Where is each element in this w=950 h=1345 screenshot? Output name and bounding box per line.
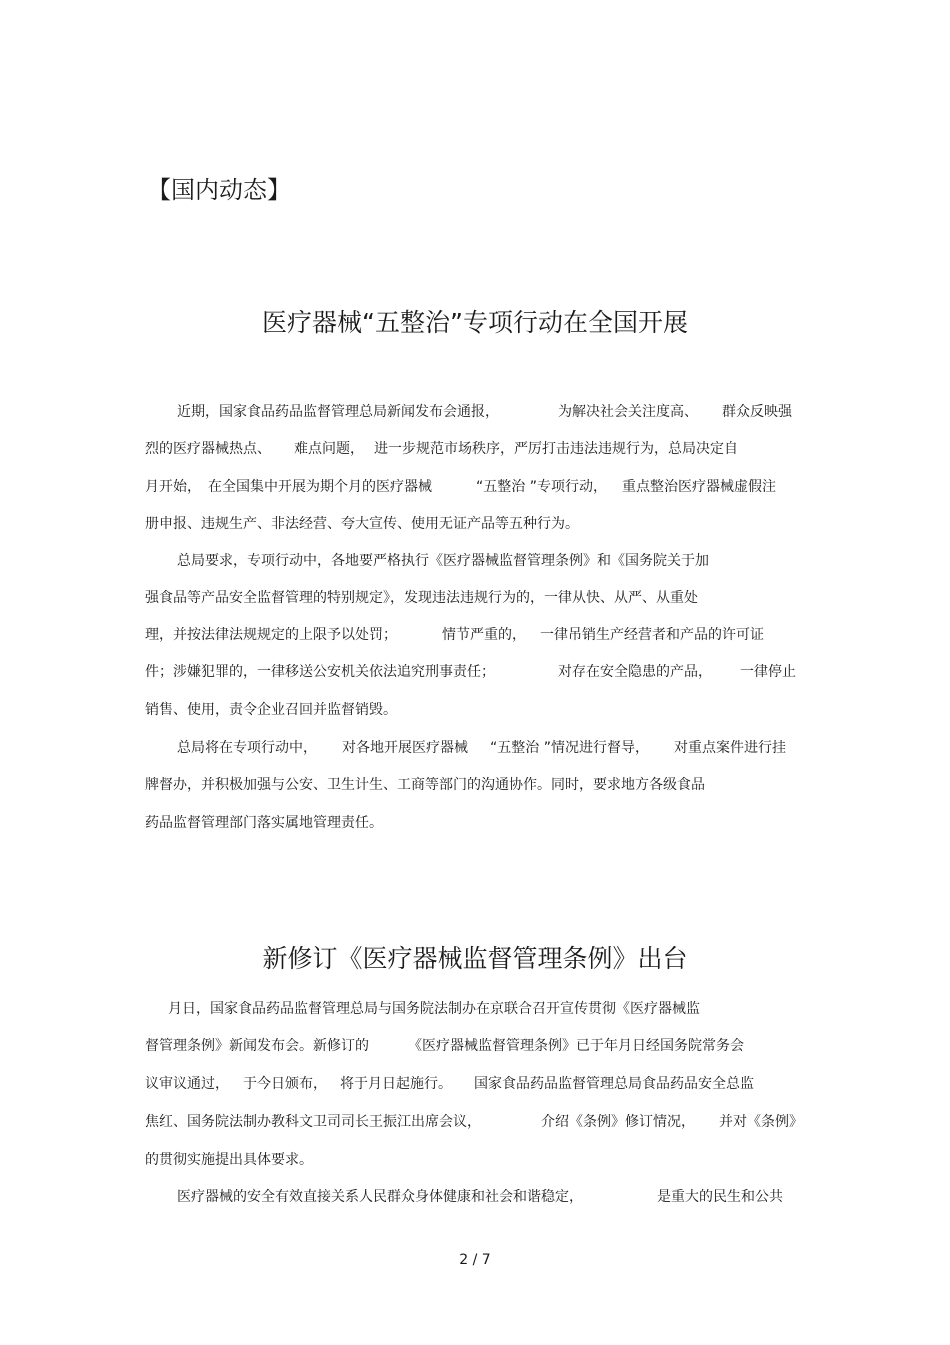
article-2-line-4 xyxy=(0,1111,950,1133)
section-label: 【国内动态】 xyxy=(147,176,291,204)
text-segment: 对重点案件进行挂 xyxy=(674,740,786,756)
text-segment: 总局将在专项行动中， xyxy=(177,740,317,756)
article-1-line-2 xyxy=(0,438,950,460)
text-segment: 重点整治医疗器械虚假注 xyxy=(622,479,776,495)
text-segment: 为解决社会关注度高、 xyxy=(558,404,698,420)
article-1-line-4 xyxy=(0,513,950,535)
text-segment: 进一步规范市场秩序，严厉打击违法违规行为，总局决定自 xyxy=(374,441,738,457)
text-segment: 是重大的民生和公共 xyxy=(657,1189,783,1205)
text-segment: 群众反映强 xyxy=(722,404,792,420)
article-1-line-8 xyxy=(0,661,950,683)
article-2-line-5 xyxy=(0,1149,950,1171)
text-segment: 牌督办，并积极加强与公安、卫生计生、工商等部门的沟通协作。同时，要求地方各级食品 xyxy=(145,777,705,793)
article-1-line-7 xyxy=(0,624,950,646)
text-segment: 将于月日起施行。 xyxy=(340,1076,452,1092)
text-segment: 并对《条例》 xyxy=(719,1114,803,1130)
article-1-line-12 xyxy=(0,812,950,834)
article-2-title: 新修订《医疗器械监督管理条例》出台 xyxy=(262,944,688,973)
text-segment: 国家食品药品监督管理总局食品药品安全总监 xyxy=(474,1076,754,1092)
text-segment: 督管理条例》新闻发布会。新修订的 xyxy=(145,1038,369,1054)
text-segment: 近期，国家食品药品监督管理总局新闻发布会通报， xyxy=(177,404,499,420)
text-segment: 于今日颁布， xyxy=(243,1076,327,1092)
text-segment: “五整治 ”专项行动， xyxy=(476,479,607,495)
text-segment: 的贯彻实施提出具体要求。 xyxy=(145,1152,313,1168)
text-segment: 理，并按法律法规规定的上限予以处罚； xyxy=(145,627,397,643)
text-segment: 药品监督管理部门落实属地管理责任。 xyxy=(145,815,383,831)
page-number: 2 / 7 xyxy=(459,1252,491,1268)
article-2-line-6 xyxy=(0,1186,950,1208)
text-segment: 总局要求，专项行动中，各地要严格执行《医疗器械监督管理条例》和《国务院关于加 xyxy=(177,553,709,569)
text-segment: 一律吊销生产经营者和产品的许可证 xyxy=(540,627,764,643)
text-segment: 焦红、国务院法制办教科文卫司司长王振江出席会议， xyxy=(145,1114,481,1130)
text-segment: 销售、使用，责令企业召回并监督销毁。 xyxy=(145,702,397,718)
text-segment: 难点问题， xyxy=(294,441,364,457)
text-segment: 月开始， xyxy=(145,479,201,495)
text-segment: 《医疗器械监督管理条例》已于年月日经国务院常务会 xyxy=(408,1038,744,1054)
text-segment: 介绍《条例》修订情况， xyxy=(541,1114,695,1130)
text-segment: 件；涉嫌犯罪的，一律移送公安机关依法追究刑事责任； xyxy=(145,664,495,680)
text-segment: 在全国集中开展为期个月的医疗器械 xyxy=(208,479,432,495)
article-1-line-11 xyxy=(0,774,950,796)
text-segment: 议审议通过， xyxy=(145,1076,229,1092)
text-segment: “五整治 ”情况进行督导， xyxy=(490,740,649,756)
article-1-line-1 xyxy=(0,401,950,423)
text-segment: 对各地开展医疗器械 xyxy=(342,740,468,756)
article-1-line-3 xyxy=(0,476,950,498)
text-segment: 册申报、违规生产、非法经营、夸大宣传、使用无证产品等五种行为。 xyxy=(145,516,579,532)
article-2-line-1 xyxy=(0,998,950,1020)
text-segment: 强食品等产品安全监督管理的特别规定》，发现违法违规行为的，一律从快、从严、从重处 xyxy=(145,590,698,606)
article-1-line-9 xyxy=(0,699,950,721)
text-segment: 医疗器械的安全有效直接关系人民群众身体健康和社会和谐稳定， xyxy=(177,1189,583,1205)
article-1-title: 医疗器械“五整治”专项行动在全国开展 xyxy=(262,308,688,337)
article-2-line-3 xyxy=(0,1073,950,1095)
text-segment: 一律停止 xyxy=(740,664,796,680)
text-segment: 情节严重的， xyxy=(442,627,526,643)
text-segment: 月日，国家食品药品监督管理总局与国务院法制办在京联合召开宣传贯彻《医疗器械监 xyxy=(168,1001,700,1017)
article-1-line-10 xyxy=(0,737,950,759)
article-2-line-2 xyxy=(0,1035,950,1057)
text-segment: 烈的医疗器械热点、 xyxy=(145,441,271,457)
article-1-line-6 xyxy=(0,587,950,609)
text-segment: 对存在安全隐患的产品， xyxy=(558,664,712,680)
article-1-line-5 xyxy=(0,550,950,572)
